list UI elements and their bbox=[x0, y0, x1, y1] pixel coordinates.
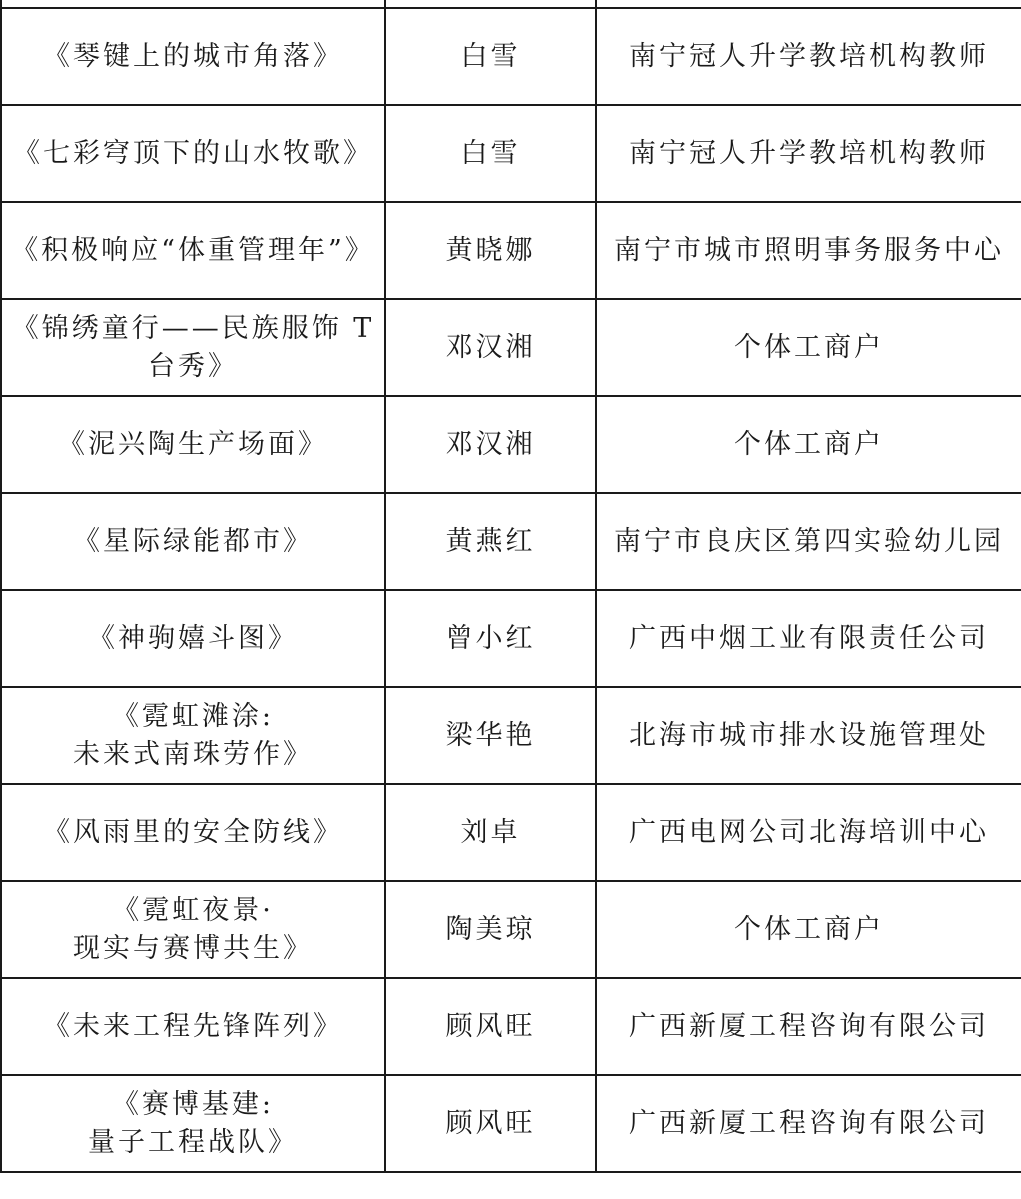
title-line: 《锦绣童行——民族服饰 T bbox=[11, 312, 375, 344]
cell-title bbox=[1, 105, 385, 202]
cell-unit: 广西新厦工程咨询有限公司 bbox=[596, 978, 1021, 1075]
cell-unit: 北海市城市排水设施管理处 bbox=[596, 687, 1021, 784]
title-line: 《霓虹滩涂: bbox=[111, 700, 275, 732]
cell-author: 顾风旺 bbox=[385, 1075, 596, 1172]
cell-author: 曾小红 bbox=[385, 590, 596, 687]
cell-unit: 个体工商户 bbox=[596, 396, 1021, 493]
cell-title bbox=[1, 8, 385, 105]
cell-unit: 个体工商户 bbox=[596, 299, 1021, 396]
table-row bbox=[1, 1075, 1021, 1172]
title-line: 《七彩穹顶下的山水牧歌》 bbox=[13, 137, 373, 169]
title-line: 《神驹嬉斗图》 bbox=[88, 622, 298, 654]
table-row bbox=[1, 978, 1021, 1075]
cell-unit: 广西中烟工业有限责任公司 bbox=[596, 590, 1021, 687]
cell-title bbox=[1, 1075, 385, 1172]
cell-author: 黄燕红 bbox=[385, 493, 596, 590]
cell-unit: 广西新厦工程咨询有限公司 bbox=[596, 1075, 1021, 1172]
cell-unit bbox=[596, 0, 1021, 8]
cell-title bbox=[1, 0, 385, 8]
table-row-partial bbox=[1, 0, 1021, 8]
table-row bbox=[1, 202, 1021, 299]
cell-unit: 南宁市良庆区第四实验幼儿园 bbox=[596, 493, 1021, 590]
cell-title bbox=[1, 396, 385, 493]
title-line: 未来式南珠劳作》 bbox=[73, 738, 313, 770]
table-row bbox=[1, 687, 1021, 784]
cell-author: 陶美琼 bbox=[385, 881, 596, 978]
cell-author: 邓汉湘 bbox=[385, 396, 596, 493]
cell-unit: 个体工商户 bbox=[596, 881, 1021, 978]
table-row bbox=[1, 590, 1021, 687]
cell-title bbox=[1, 881, 385, 978]
title-line: 《泥兴陶生产场面》 bbox=[58, 428, 328, 460]
cell-unit: 南宁市城市照明事务服务中心 bbox=[596, 202, 1021, 299]
cell-title bbox=[1, 493, 385, 590]
cell-author: 白雪 bbox=[385, 105, 596, 202]
title-line: 《琴键上的城市角落》 bbox=[43, 40, 343, 72]
table-row bbox=[1, 784, 1021, 881]
cell-unit: 南宁冠人升学教培机构教师 bbox=[596, 8, 1021, 105]
cell-title bbox=[1, 978, 385, 1075]
cell-unit: 南宁冠人升学教培机构教师 bbox=[596, 105, 1021, 202]
cell-author bbox=[385, 0, 596, 8]
title-line: 《未来工程先锋阵列》 bbox=[43, 1010, 343, 1042]
table-row bbox=[1, 105, 1021, 202]
cell-title bbox=[1, 687, 385, 784]
cell-author: 邓汉湘 bbox=[385, 299, 596, 396]
cell-title bbox=[1, 784, 385, 881]
awards-table-body bbox=[1, 0, 1021, 1172]
cell-title bbox=[1, 299, 385, 396]
cell-title bbox=[1, 590, 385, 687]
title-line: 《星际绿能都市》 bbox=[73, 525, 313, 557]
title-line: 《赛博基建: bbox=[111, 1088, 275, 1120]
title-line: 量子工程战队》 bbox=[88, 1126, 298, 1158]
table-row bbox=[1, 8, 1021, 105]
table-row bbox=[1, 299, 1021, 396]
cell-author: 白雪 bbox=[385, 8, 596, 105]
cell-author: 梁华艳 bbox=[385, 687, 596, 784]
cell-title bbox=[1, 202, 385, 299]
cell-author: 顾风旺 bbox=[385, 978, 596, 1075]
cell-author: 刘卓 bbox=[385, 784, 596, 881]
table-row bbox=[1, 493, 1021, 590]
cell-unit: 广西电网公司北海培训中心 bbox=[596, 784, 1021, 881]
table-row bbox=[1, 881, 1021, 978]
table-row bbox=[1, 396, 1021, 493]
title-line: 现实与赛博共生》 bbox=[73, 932, 313, 964]
cell-author: 黄晓娜 bbox=[385, 202, 596, 299]
title-line: 《霓虹夜景· bbox=[112, 894, 274, 926]
title-line: 《积极响应“体重管理年”》 bbox=[11, 234, 375, 266]
title-line: 《风雨里的安全防线》 bbox=[43, 816, 343, 848]
title-line: 台秀》 bbox=[148, 350, 238, 382]
